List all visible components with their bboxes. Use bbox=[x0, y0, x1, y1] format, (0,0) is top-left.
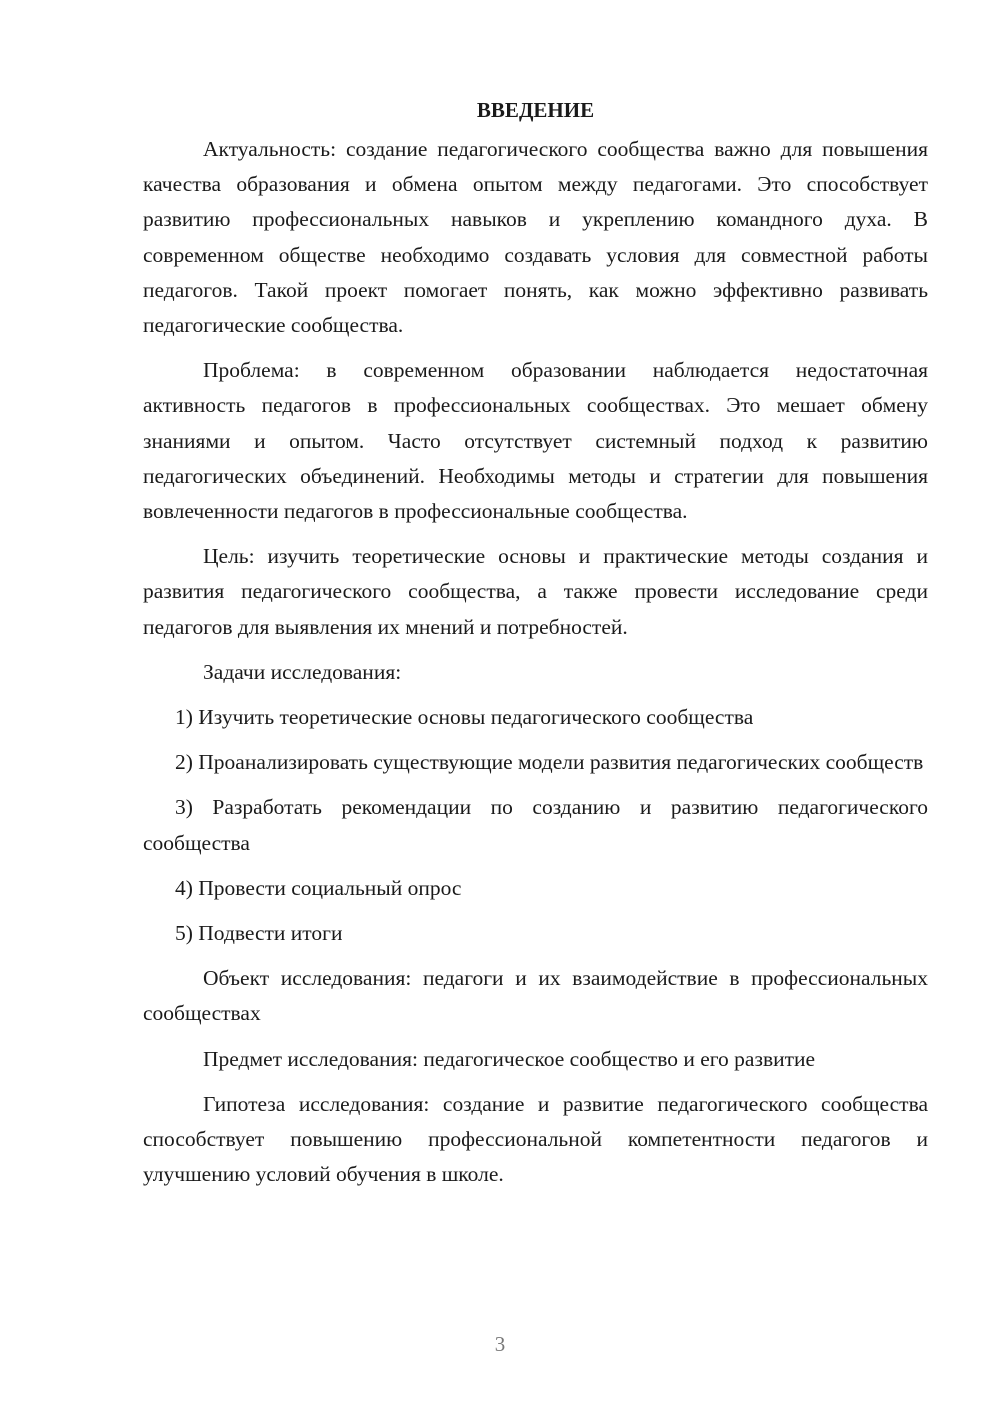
goal-paragraph: Цель: изучить теоретические основы и практические методы создания и развития педагогического сообщества, а также провести исследование среди педагогов для выявления их мнений и потребностей. bbox=[143, 544, 928, 639]
object-paragraph: Объект исследования: педагоги и их взаимодействие в профессиональных сообществах bbox=[143, 966, 928, 1026]
tasks-heading: Задачи исследования: bbox=[203, 659, 402, 684]
task-item-3: 3) Разработать рекомендации по созданию и развитию педагогического сообщества bbox=[143, 795, 928, 855]
subject-paragraph: Предмет исследования: педагогическое сообщество и его развитие bbox=[203, 1046, 816, 1071]
task-item-2: 2) Проанализировать существующие модели развития педагогических сообществ bbox=[175, 750, 924, 775]
page-number: 3 bbox=[494, 1332, 506, 1356]
task-item-1: 1) Изучить теоретические основы педагогического сообщества bbox=[175, 705, 754, 730]
page-title: ВВЕДЕНИЕ bbox=[476, 98, 595, 122]
task-item-5: 5) Подвести итоги bbox=[175, 921, 343, 946]
hypothesis-paragraph: Гипотеза исследования: создание и развитие педагогического сообщества способствует повышению профессиональной компетентности педагогов и улучшению условий обучения в школе. bbox=[143, 1091, 928, 1187]
relevance-paragraph: Актуальность: создание педагогического сообщества важно для повышения качества образования и обмена опытом между педагогами. Это способствует развитию профессиональных навыков и укреплению командного духа. В современном обществе необходимо создавать условия для совместной работы педагогов. Такой проект помогает понять, как можно эффективно развивать педагогические сообщества. bbox=[143, 137, 928, 338]
document-page bbox=[143, 92, 928, 1202]
task-item-4: 4) Провести социальный опрос bbox=[175, 875, 462, 900]
problem-paragraph: Проблема: в современном образовании наблюдается недостаточная активность педагогов в профессиональных сообществах. Это мешает обмену знаниями и опытом. Часто отсутствует системный подход к развитию педагогических объединений. Необходимы методы и стратегии для повышения вовлеченности педагогов в профессиональные сообщества. bbox=[143, 358, 928, 524]
